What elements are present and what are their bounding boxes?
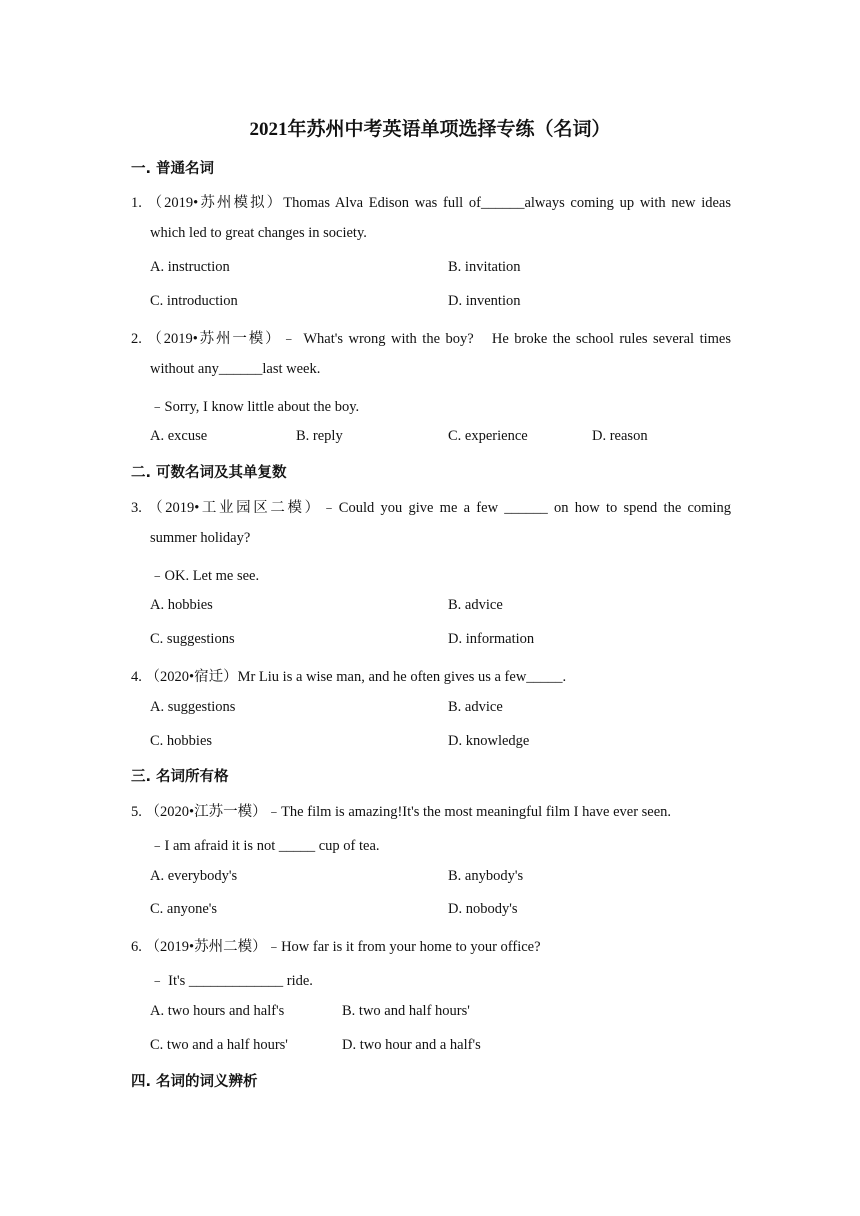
question-2-option-a[interactable]: A. excuse [150,428,208,444]
question-6-option-b[interactable]: B. two and half hours' [342,1003,470,1019]
question-2-option-d[interactable]: D. reason [592,428,648,444]
question-6-stem: 6. （2019•苏州二模）﹣How far is it from your home to your office? [131,939,541,955]
question-5-option-c[interactable]: C. anyone's [150,901,218,917]
question-1-option-a[interactable]: A. instruction [150,259,230,275]
question-3-stem-cont: summer holiday? [150,530,251,546]
question-5-dialog-reply: ﹣I am afraid it is not _____ cup of tea. [150,838,380,854]
question-4-stem: 4. （2020•宿迁）Mr Liu is a wise man, and he often gives us a few_____. [131,669,567,685]
question-2-dialog-reply: ﹣Sorry, I know little about the boy. [150,399,360,415]
question-3-option-c[interactable]: C. suggestions [150,631,235,647]
question-6-dialog-reply: ﹣ It's _____________ ride. [150,973,313,989]
question-6-option-c[interactable]: C. two and a half hours' [150,1037,288,1053]
section-heading-common-nouns: 一. 普通名词 [131,161,215,177]
question-1-stem: 1. （2019•苏州模拟）Thomas Alva Edison was full of______always coming up with new ideas [131,195,731,211]
question-4-option-d[interactable]: D. knowledge [448,733,530,749]
question-6-option-d[interactable]: D. two hour and a half's [342,1037,481,1053]
question-4-option-a[interactable]: A. suggestions [150,699,236,715]
section-heading-noun-meaning: 四. 名词的词义辨析 [131,1074,258,1090]
section-heading-possessive-nouns: 三. 名词所有格 [131,769,229,785]
question-3-option-b[interactable]: B. advice [448,597,503,613]
section-heading-countable-nouns: 二. 可数名词及其单复数 [131,465,287,481]
question-4-option-c[interactable]: C. hobbies [150,733,213,749]
document-title: 2021年苏州中考英语单项选择专练（名词） [249,119,611,140]
question-2-option-c[interactable]: C. experience [448,428,528,444]
question-5-option-a[interactable]: A. everybody's [150,868,238,884]
question-3-option-d[interactable]: D. information [448,631,535,647]
question-1-option-b[interactable]: B. invitation [448,259,521,275]
question-3-dialog-reply: ﹣OK. Let me see. [150,568,260,584]
question-1-option-d[interactable]: D. invention [448,293,521,309]
question-5-option-d[interactable]: D. nobody's [448,901,518,917]
question-2-stem-cont: without any______last week. [150,361,321,377]
question-5-option-b[interactable]: B. anybody's [448,868,524,884]
question-5-stem: 5. （2020•江苏一模）﹣The film is amazing!It's the most meaningful film I have ever seen. [131,804,672,820]
question-3-option-a[interactable]: A. hobbies [150,597,213,613]
question-2-stem: 2. （2019•苏州一模）﹣ What's wrong with the boy? He broke the school rules several times [131,331,731,347]
question-1-option-c[interactable]: C. introduction [150,293,238,309]
question-2-option-b[interactable]: B. reply [296,428,343,444]
question-1-stem-cont: which led to great changes in society. [150,225,367,241]
question-3-stem: 3. （2019•工业园区二模）﹣Could you give me a few ______ on how to spend the coming [131,500,731,516]
question-4-option-b[interactable]: B. advice [448,699,503,715]
question-6-option-a[interactable]: A. two hours and half's [150,1003,285,1019]
